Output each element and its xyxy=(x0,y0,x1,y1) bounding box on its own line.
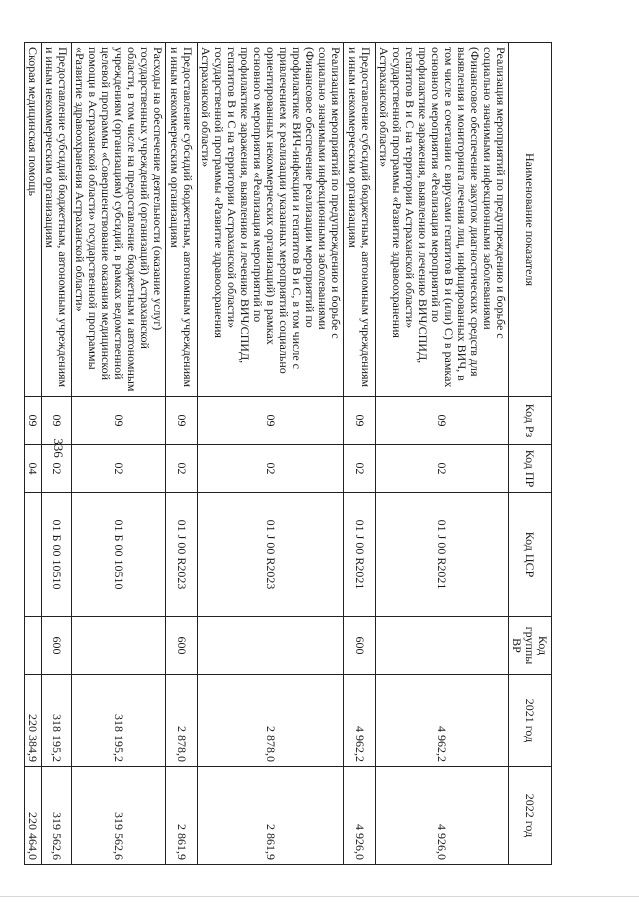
table-row xyxy=(72,43,166,865)
table-row xyxy=(25,43,42,865)
row-2022: 4 926,0 xyxy=(344,767,376,865)
row-vr xyxy=(72,617,166,675)
row-csr: 01 Б 00 10510 xyxy=(72,493,166,617)
row-csr: 01 J 00 R2023 xyxy=(198,493,344,617)
row-rz: 09 xyxy=(72,397,166,445)
table-row xyxy=(198,43,344,865)
row-pr: 04 xyxy=(25,445,42,493)
row-2022: 319 562,6 xyxy=(72,767,166,865)
row-2021: 4 962,2 xyxy=(376,675,509,767)
row-vr xyxy=(25,617,42,675)
header-vr: Код группы ВР xyxy=(509,617,552,675)
row-pr: 02 xyxy=(344,445,376,493)
row-vr: 600 xyxy=(166,617,198,675)
row-rz: 09 xyxy=(166,397,198,445)
table-row xyxy=(376,43,509,865)
row-2022: 2 861,9 xyxy=(198,767,344,865)
row-rz: 09 xyxy=(25,397,42,445)
row-rz: 09 xyxy=(42,397,72,445)
row-rz: 09 xyxy=(344,397,376,445)
header-pr: Код ПР xyxy=(509,445,552,493)
row-pr: 02 xyxy=(166,445,198,493)
row-csr: 01 J 00 R2021 xyxy=(376,493,509,617)
row-csr: 01 J 00 R2021 xyxy=(344,493,376,617)
header-2021: 2021 год xyxy=(509,675,552,767)
row-vr xyxy=(198,617,344,675)
header-row xyxy=(509,43,552,865)
page-number: 336 xyxy=(51,438,66,458)
table-row xyxy=(42,43,72,865)
row-2021: 318 195,2 xyxy=(72,675,166,767)
row-2022: 319 562,6 xyxy=(42,767,72,865)
row-csr: 01 Б 00 10510 xyxy=(42,493,72,617)
table-row xyxy=(344,43,376,865)
row-name: Предоставление субсидий бюджетным, автономным учреждениям и иным некоммерческим организациям xyxy=(344,43,376,397)
scan-edge-line xyxy=(0,896,639,897)
row-csr xyxy=(25,493,42,617)
row-2022: 220 464,0 xyxy=(25,767,42,865)
row-csr: 01 J 00 R2023 xyxy=(166,493,198,617)
row-2021: 318 195,2 xyxy=(42,675,72,767)
row-2021: 4 962,2 xyxy=(344,675,376,767)
table-row xyxy=(166,43,198,865)
row-pr: 02 xyxy=(72,445,166,493)
row-name: Реализация мероприятий по предупреждению и борьбе с социально значимыми инфекционными заболеваниями (Финансовое обеспечение закупок диагностических средств для выявления и мониторинга лечения лиц, инфицированных ВИЧ, в том числе в сочетании с вирусами гепатитов В и (или) С) в рамках основного мероприятия «Реализация мероприятий по профилактике заражения, выявлению и лечению ВИЧ/СПИД, гепатитов В и С на территории Астраханской области» государственной программы «Развитие здравоохранения Астраханской области» xyxy=(376,43,509,397)
row-vr xyxy=(376,617,509,675)
header-name: Наименование показателя xyxy=(509,43,552,397)
header-2022: 2022 год xyxy=(509,767,552,865)
header-csr: Код ЦСР xyxy=(509,493,552,617)
row-rz: 09 xyxy=(376,397,509,445)
row-pr: 02 xyxy=(42,445,72,493)
row-2022: 4 926,0 xyxy=(376,767,509,865)
row-2021: 220 384,9 xyxy=(25,675,42,767)
header-rz: Код Рз xyxy=(509,397,552,445)
row-name: Предоставление субсидий бюджетным, автономным учреждениям и иным некоммерческим организациям xyxy=(42,43,72,397)
budget-table xyxy=(24,42,552,865)
row-2022: 2 861,9 xyxy=(166,767,198,865)
row-rz: 09 xyxy=(198,397,344,445)
row-name: Скорая медицинская помощь xyxy=(25,43,42,397)
row-vr: 600 xyxy=(42,617,72,675)
row-vr: 600 xyxy=(344,617,376,675)
row-name: Предоставление субсидий бюджетным, автономным учреждениям и иным некоммерческим организациям xyxy=(166,43,198,397)
row-pr: 02 xyxy=(376,445,509,493)
row-name: Расходы на обеспечение деятельности (оказание услуг) государственных учреждений (организаций) Астраханской области, в том числе на предоставление бюджетным и автономным учреждениям (организациям) субсидий, в рамках ведомственной целевой программы «Совершенствование оказания медицинской помощи в Астраханской области» государственной программы «Развитие здравоохранения Астраханской области» xyxy=(72,43,166,397)
row-pr: 02 xyxy=(198,445,344,493)
row-name: Реализация мероприятий по предупреждению и борьбе с социально значимыми инфекционными заболеваниями (Финансовое обеспечение реализации мероприятий по профилактике ВИЧ-инфекции и гепатитов В и С, в том числе с привлечением к реализации указанных мероприятий социально ориентированных некоммерческих организаций) в рамках основного мероприятия «Реализация мероприятий по профилактике заражения, выявлению и лечению ВИЧ/СПИД, гепатитов В и С на территории Астраханской области» государственной программы «Развитие здравоохранения Астраханской области» xyxy=(198,43,344,397)
row-2021: 2 878,0 xyxy=(198,675,344,767)
row-2021: 2 878,0 xyxy=(166,675,198,767)
